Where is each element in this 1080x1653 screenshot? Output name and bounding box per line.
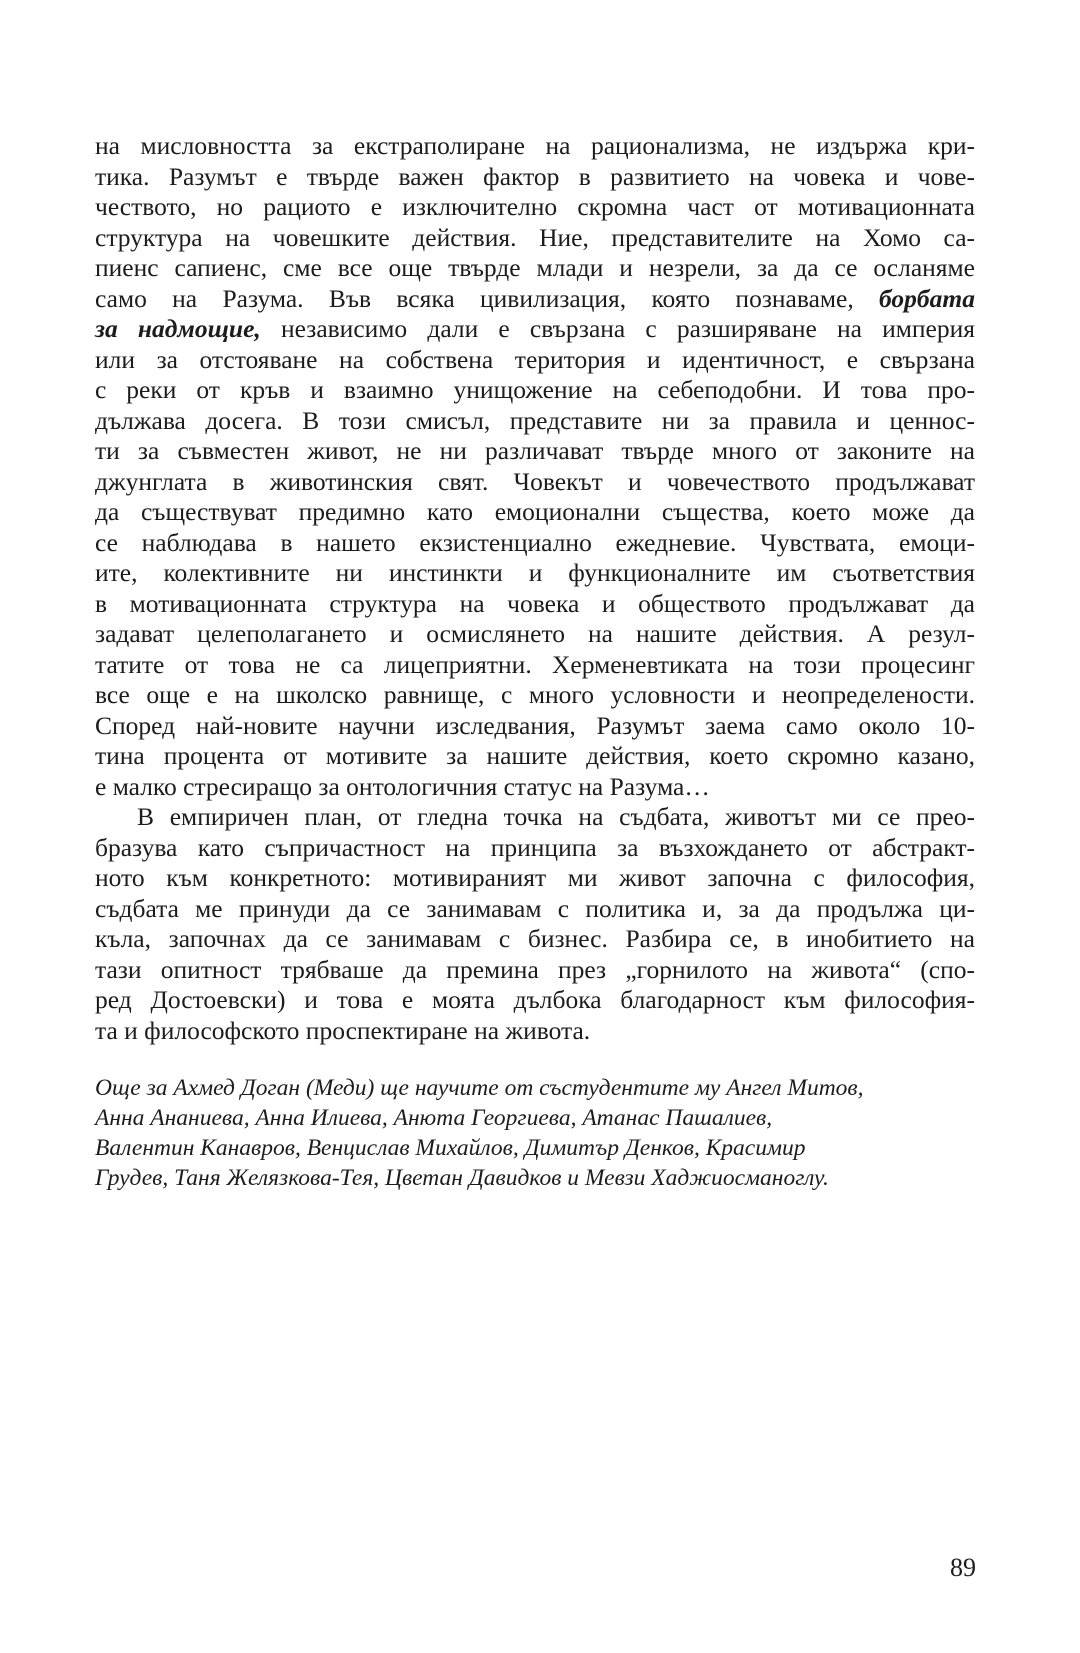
text-line: структура на човешките действия. Ние, представителите на Хомо са-	[95, 222, 975, 252]
text-line: с реки от кръв и взаимно унищожение на себеподобни. И това про-	[95, 375, 975, 404]
note-line: Още за Ахмед Доган (Меди) ще научите от състудентите му Ангел Митов,	[95, 1075, 864, 1101]
text-line: къла, започнах да се занимавам с бизнес. Разбира се, в инобитието на	[95, 924, 975, 953]
text-line: джунглата в животинския свят. Човекът и човечеството продължават	[95, 466, 975, 496]
text-line: тика. Разумът е твърде важен фактор в развитието на човека и чове-	[95, 161, 975, 191]
text-line: се наблюдава в нашето екзистенциално ежедневие. Чувствата, емоци-	[95, 527, 975, 557]
text-line: тина процента от мотивите за нашите действия, което скромно казано,	[95, 741, 975, 770]
text-line: е малко стресиращо за онтологичния статус на Разума…	[95, 771, 710, 801]
section-gap	[95, 1046, 975, 1073]
text-line: съдбата ме принуди да се занимавам с политика и, за да продължа ци-	[95, 893, 975, 923]
paragraph-1	[95, 131, 975, 802]
page-body	[95, 131, 975, 1193]
text-line	[95, 314, 975, 345]
italic-note	[95, 1073, 975, 1193]
text-line: ите, колективните ни инстинкти и функционалните им съответствия	[95, 558, 975, 587]
text-line	[95, 284, 975, 315]
text-line: да съществуват предимно като емоционални същества, което може да	[95, 497, 975, 526]
text-line: задават целеполагането и осмислянето на нашите действия. А резул-	[95, 619, 975, 648]
text-line: чеството, но рациото е изключително скромна част от мотивационната	[95, 192, 975, 221]
text-line: или за отстояване на собствена територия и идентичност, е свързана	[95, 344, 975, 374]
text-line: на мисловността за екстраполиране на рационализма, не издържа кри-	[95, 131, 975, 160]
text-segment: само на Разума. Във всяка цивилизация, която познаваме,	[95, 283, 854, 313]
text-line: В емпиричен план, от гледна точка на съдбата, животът ми се прео-	[137, 802, 975, 831]
text-line: Според най-новите научни изследвания, Разумът заема само около 10-	[95, 710, 975, 740]
text-line: ти за съвместен живот, не ни различават твърде много от законите на	[95, 436, 975, 465]
text-line: пиенс сапиенс, сме все още твърде млади и незрели, за да се осланяме	[95, 253, 975, 282]
text-line: ред Достоевски) и това е моята дълбока благодарност към философия-	[95, 985, 975, 1014]
text-line: бразува като съпричастност на принципа за възхождането от абстракт-	[95, 832, 975, 862]
text-line: ното към конкретното: мотивираният ми живот започна с философия,	[95, 863, 975, 892]
text-line: дължава досега. В този смисъл, представите ни за правила и ценнос-	[95, 405, 975, 435]
note-line: Анна Ананиева, Анна Илиева, Анюта Георгиева, Атанас Пашалиев,	[95, 1105, 773, 1131]
text-segment: независимо дали е свързана с разширяване на империя	[280, 314, 976, 343]
text-line: татите от това не са лицеприятни. Херменевтиката на този процесинг	[95, 649, 975, 679]
page-number: 89	[950, 1553, 976, 1582]
text-line: та и философското проспектиране на живота.	[95, 1015, 591, 1045]
emphasis-text: борбата	[879, 283, 975, 313]
paragraph-2	[95, 802, 975, 1046]
emphasis-text: за надмощие,	[95, 314, 261, 343]
note-line: Грудев, Таня Желязкова-Тея, Цветан Давидков и Мевзи Хаджиосманоглу.	[95, 1165, 829, 1191]
text-line: в мотивационната структура на човека и обществото продължават да	[95, 588, 975, 618]
text-line: все още е на школско равнище, с много условности и неопределености.	[95, 680, 975, 709]
note-line: Валентин Канавров, Венцислав Михайлов, Димитър Денков, Красимир	[95, 1135, 806, 1161]
text-line: тази опитност трябваше да премина през „горнилото на живота“ (спо-	[95, 954, 975, 984]
